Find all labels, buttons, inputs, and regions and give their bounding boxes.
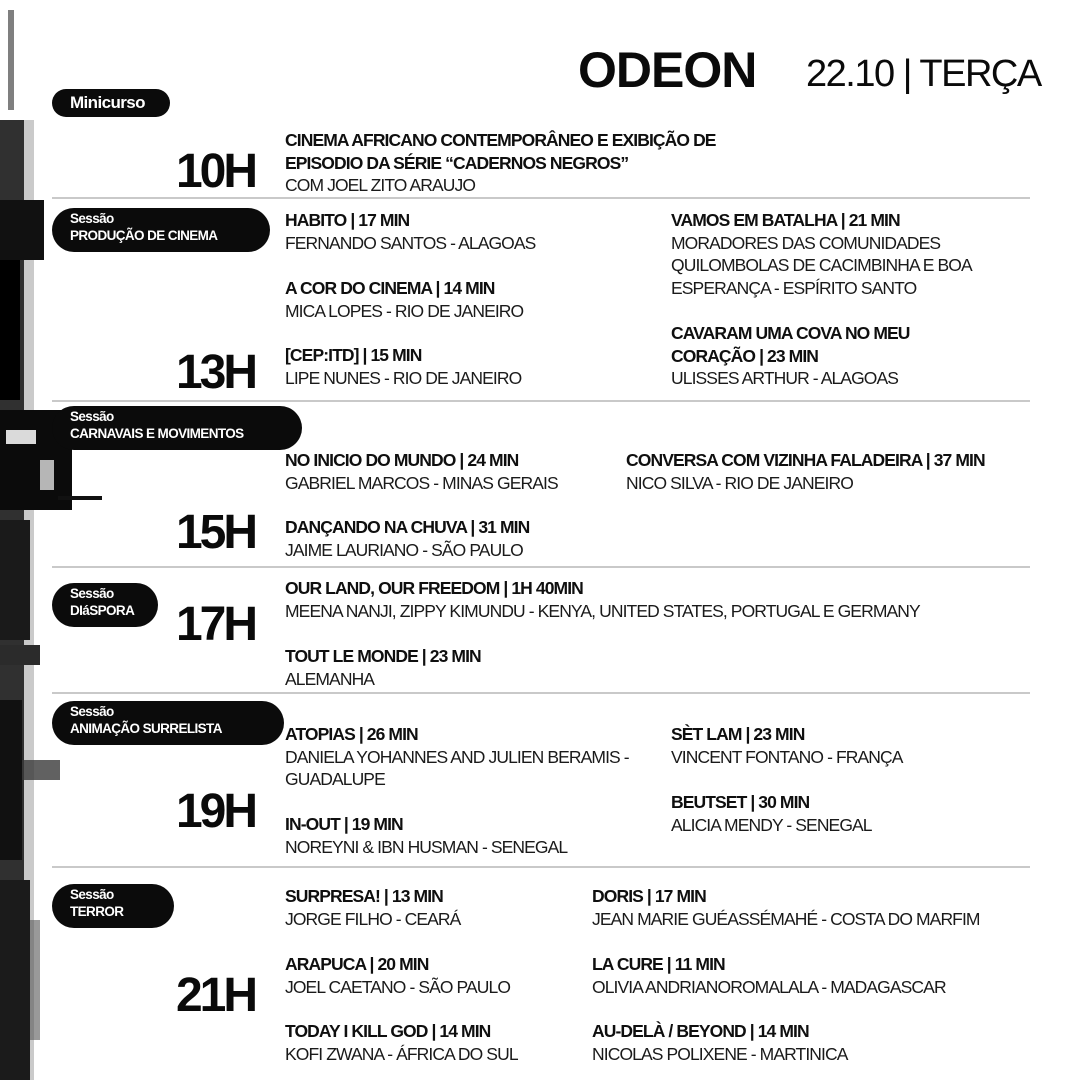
film-credit: NICOLAS POLIXENE - MARTINICA <box>592 1043 848 1064</box>
film-entry <box>285 209 535 254</box>
film-title: VAMOS EM BATALHA | 21 MIN <box>671 210 900 230</box>
badge-label: TERROR <box>70 904 124 919</box>
film-title: OUR LAND, OUR FREEDOM | 1H 40MIN <box>285 578 583 598</box>
film-title: ATOPIAS | 26 MIN <box>285 724 418 744</box>
film-title: DANÇANDO NA CHUVA | 31 MIN <box>285 517 530 537</box>
film-credit: NOREYNI & IBN HUSMAN - SENEGAL <box>285 836 568 857</box>
section-divider <box>52 692 1030 694</box>
hour-label: 15H <box>175 506 255 559</box>
film-entry <box>671 723 903 768</box>
film-credit: JAIME LAURIANO - SÃO PAULO <box>285 539 523 560</box>
section-divider <box>52 400 1030 402</box>
film-credit: OLIVIA ANDRIANOROMALALA - MADAGASCAR <box>592 976 946 997</box>
film-credit: GABRIEL MARCOS - MINAS GERAIS <box>285 472 558 493</box>
film-credit: KOFI ZWANA - ÁFRICA DO SUL <box>285 1043 518 1064</box>
film-title: NO INICIO DO MUNDO | 24 MIN <box>285 450 519 470</box>
hour-label: 10H <box>175 145 255 198</box>
film-credit: FERNANDO SANTOS - ALAGOAS <box>285 232 536 253</box>
film-entry <box>285 516 529 561</box>
film-credit: NICO SILVA - RIO DE JANEIRO <box>626 472 853 493</box>
badge-label: Sessão <box>70 704 114 719</box>
badge-label: Sessão <box>70 586 114 601</box>
film-title: CINEMA AFRICANO CONTEMPORÂNEO E EXIBIÇÃO DE <box>285 130 716 150</box>
section-divider <box>52 566 1030 568</box>
hour-label: 13H <box>175 346 255 399</box>
hour-label: 17H <box>175 598 255 651</box>
film-title: AU-DELÀ / BEYOND | 14 MIN <box>592 1021 809 1041</box>
film-title: [CEP:ITD] | 15 MIN <box>285 345 422 365</box>
badge-label: CARNAVAIS E MOVIMENTOS <box>70 426 244 441</box>
film-entry <box>285 885 460 930</box>
film-credit: QUILOMBOLAS DE CACIMBINHA E BOA <box>671 255 972 275</box>
film-entry <box>285 129 716 197</box>
film-entry <box>285 813 567 858</box>
film-title: LA CURE | 11 MIN <box>592 954 725 974</box>
film-entry <box>285 723 629 791</box>
film-title: A COR DO CINEMA | 14 MIN <box>285 278 495 298</box>
film-credit: LIPE NUNES - RIO DE JANEIRO <box>285 367 522 388</box>
film-credit: COM JOEL ZITO ARAUJO <box>285 175 476 195</box>
badge-label: DIáSPORA <box>70 603 135 618</box>
film-credit: ESPERANÇA - ESPÍRITO SANTO <box>671 277 917 298</box>
film-credit: JORGE FILHO - CEARÁ <box>285 908 461 929</box>
badge-label: ANIMAÇÃO SURRELISTA <box>70 721 222 736</box>
film-title: DORIS | 17 MIN <box>592 886 706 906</box>
session-badge <box>52 406 302 450</box>
hour-label: 19H <box>175 785 255 838</box>
venue-title: ODEON <box>578 42 757 98</box>
session-badge <box>52 701 284 745</box>
hour-label: 21H <box>175 969 255 1022</box>
film-credit: JOEL CAETANO - SÃO PAULO <box>285 976 511 997</box>
film-entry <box>285 1020 518 1065</box>
film-entry <box>671 209 972 299</box>
film-title: SURPRESA! | 13 MIN <box>285 886 443 906</box>
badge-label: Minicurso <box>70 93 145 112</box>
film-entry <box>285 645 481 690</box>
film-credit: ULISSES ARTHUR - ALAGOAS <box>671 368 899 388</box>
date-label: 22.10 | TERÇA <box>806 53 1041 95</box>
film-title: TOUT LE MONDE | 23 MIN <box>285 646 481 666</box>
section-divider <box>52 866 1030 868</box>
film-title: CORAÇÃO | 23 MIN <box>671 345 819 366</box>
film-title: CONVERSA COM VIZINHA FALADEIRA | 37 MIN <box>626 450 985 470</box>
session-badge <box>52 208 270 252</box>
badge-label: Sessão <box>70 887 114 902</box>
film-credit: ALEMANHA <box>285 668 375 689</box>
film-entry <box>671 322 910 390</box>
session-badge <box>52 884 174 928</box>
film-entry <box>592 953 946 998</box>
film-title: IN-OUT | 19 MIN <box>285 814 403 834</box>
film-entry <box>285 277 523 322</box>
badge-label: Sessão <box>70 211 114 226</box>
film-entry <box>285 344 521 389</box>
minicurso-badge <box>52 89 170 117</box>
film-credit: MEENA NANJI, ZIPPY KIMUNDU - KENYA, UNITED STATES, PORTUGAL E GERMANY <box>285 600 920 621</box>
film-title: ARAPUCA | 20 MIN <box>285 954 429 974</box>
film-title: BEUTSET | 30 MIN <box>671 792 810 812</box>
film-title: EPISODIO DA SÉRIE “CADERNOS NEGROS” <box>285 152 629 173</box>
film-entry <box>285 577 920 622</box>
badge-label: PRODUÇÃO DE CINEMA <box>70 228 218 243</box>
film-credit: DANIELA YOHANNES AND JULIEN BERAMIS - <box>285 746 629 767</box>
film-credit: VINCENT FONTANO - FRANÇA <box>671 746 903 767</box>
film-title: HABITO | 17 MIN <box>285 210 410 230</box>
film-entry <box>626 449 985 494</box>
film-entry <box>592 885 980 930</box>
film-title: SÈT LAM | 23 MIN <box>671 724 805 744</box>
film-title: CAVARAM UMA COVA NO MEU <box>671 323 910 343</box>
film-credit: GUADALUPE <box>285 769 385 789</box>
film-credit: MORADORES DAS COMUNIDADES <box>671 232 941 253</box>
film-credit: JEAN MARIE GUÉASSÉMAHÉ - COSTA DO MARFIM <box>592 908 980 929</box>
film-title: TODAY I KILL GOD | 14 MIN <box>285 1021 491 1041</box>
film-credit: MICA LOPES - RIO DE JANEIRO <box>285 300 524 321</box>
film-entry <box>285 449 558 494</box>
film-entry <box>592 1020 848 1065</box>
film-entry <box>285 953 510 998</box>
film-entry <box>671 791 872 836</box>
badge-label: Sessão <box>70 409 114 424</box>
film-credit: ALICIA MENDY - SENEGAL <box>671 814 872 835</box>
